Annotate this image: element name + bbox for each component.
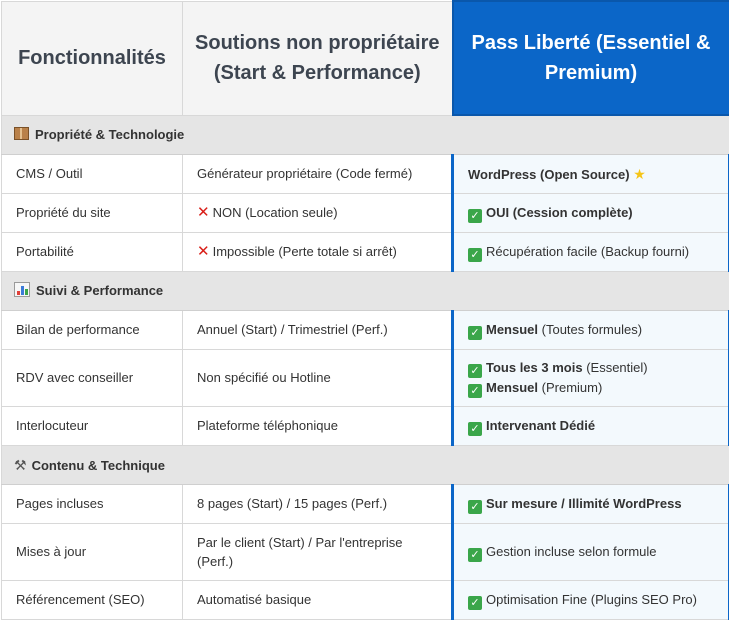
pass-value: Mensuel <box>486 380 539 395</box>
feature-cell: Propriété du site <box>2 194 183 233</box>
header-row <box>2 1 729 115</box>
check-icon: ✓ <box>468 500 482 514</box>
section-title: Propriété & Technologie <box>35 127 185 143</box>
table-row <box>2 311 729 350</box>
other-cell: 8 pages (Start) / 15 pages (Perf.) <box>183 485 453 524</box>
feature-cell: Bilan de performance <box>2 311 183 350</box>
check-icon: ✓ <box>468 384 482 398</box>
table-row <box>2 407 729 446</box>
check-icon: ✓ <box>468 248 482 262</box>
bar-chart-icon <box>14 282 30 297</box>
tools-icon: ⚒ <box>14 456 27 473</box>
header-features: Fonctionnalités <box>2 1 183 115</box>
section-suivi <box>2 272 729 311</box>
star-icon: ★ <box>633 165 646 182</box>
feature-cell: Mises à jour <box>2 524 183 581</box>
other-value: NON (Location seule) <box>212 204 338 220</box>
pass-note: (Premium) <box>541 380 603 395</box>
section-title: Suivi & Performance <box>36 283 164 299</box>
pass-cell <box>453 155 729 194</box>
table-row <box>2 233 729 272</box>
other-value: Impossible (Perte totale si arrêt) <box>212 243 397 259</box>
pass-cell <box>453 581 729 620</box>
section-row <box>2 446 729 485</box>
section-row <box>2 115 729 155</box>
section-title: Contenu & Technique <box>31 457 165 473</box>
other-cell: Générateur propriétaire (Code fermé) <box>183 155 453 194</box>
check-icon: ✓ <box>468 548 482 562</box>
pass-value: Optimisation Fine (Plugins SEO Pro) <box>486 592 697 607</box>
header-other-solutions: Soutions non propriétaire (Start & Performance) <box>183 1 453 115</box>
check-icon: ✓ <box>468 422 482 436</box>
other-cell <box>183 233 453 272</box>
pass-line <box>468 358 714 378</box>
other-cell: Non spécifié ou Hotline <box>183 350 453 407</box>
pass-cell <box>453 407 729 446</box>
pass-value: Mensuel <box>486 322 539 337</box>
pass-cell <box>453 350 729 407</box>
other-cell: Automatisé basique <box>183 581 453 620</box>
pass-cell <box>453 485 729 524</box>
cross-icon: ✕ <box>197 203 210 221</box>
feature-cell: Référencement (SEO) <box>2 581 183 620</box>
feature-cell: CMS / Outil <box>2 155 183 194</box>
other-cell: Annuel (Start) / Trimestriel (Perf.) <box>183 311 453 350</box>
pass-note: (Essentiel) <box>586 360 648 375</box>
feature-cell: Pages incluses <box>2 485 183 524</box>
table-row <box>2 485 729 524</box>
pass-cell <box>453 194 729 233</box>
package-icon <box>14 127 29 140</box>
pass-cell <box>453 311 729 350</box>
section-propriete <box>2 115 729 155</box>
pass-value: WordPress (Open Source) <box>468 166 630 182</box>
check-icon: ✓ <box>468 326 482 340</box>
other-cell <box>183 194 453 233</box>
pass-value: Gestion incluse selon formule <box>486 544 657 559</box>
table-row <box>2 350 729 407</box>
table-row <box>2 194 729 233</box>
pass-value: OUI (Cession complète) <box>486 205 633 220</box>
section-row <box>2 272 729 311</box>
table-row <box>2 155 729 194</box>
header-pass-liberte: Pass Liberté (Essentiel & Premium) <box>453 1 729 115</box>
other-cell: Par le client (Start) / Par l'entreprise (Perf.) <box>183 524 453 581</box>
check-icon: ✓ <box>468 364 482 378</box>
section-contenu <box>2 446 729 485</box>
other-cell: Plateforme téléphonique <box>183 407 453 446</box>
check-icon: ✓ <box>468 596 482 610</box>
pass-line <box>468 378 714 398</box>
check-icon: ✓ <box>468 209 482 223</box>
pass-value: Sur mesure / Illimité WordPress <box>486 496 682 511</box>
table-row <box>2 524 729 581</box>
pass-cell <box>453 524 729 581</box>
feature-cell: Interlocuteur <box>2 407 183 446</box>
pass-cell <box>453 233 729 272</box>
cross-icon: ✕ <box>197 242 210 260</box>
feature-cell: Portabilité <box>2 233 183 272</box>
pass-value: Intervenant Dédié <box>486 418 596 433</box>
pass-note: (Toutes formules) <box>541 322 643 337</box>
pass-value: Tous les 3 mois <box>486 360 583 375</box>
comparison-table <box>1 0 729 620</box>
table-row <box>2 581 729 620</box>
pass-value: Récupération facile (Backup fourni) <box>486 244 690 259</box>
feature-cell: RDV avec conseiller <box>2 350 183 407</box>
